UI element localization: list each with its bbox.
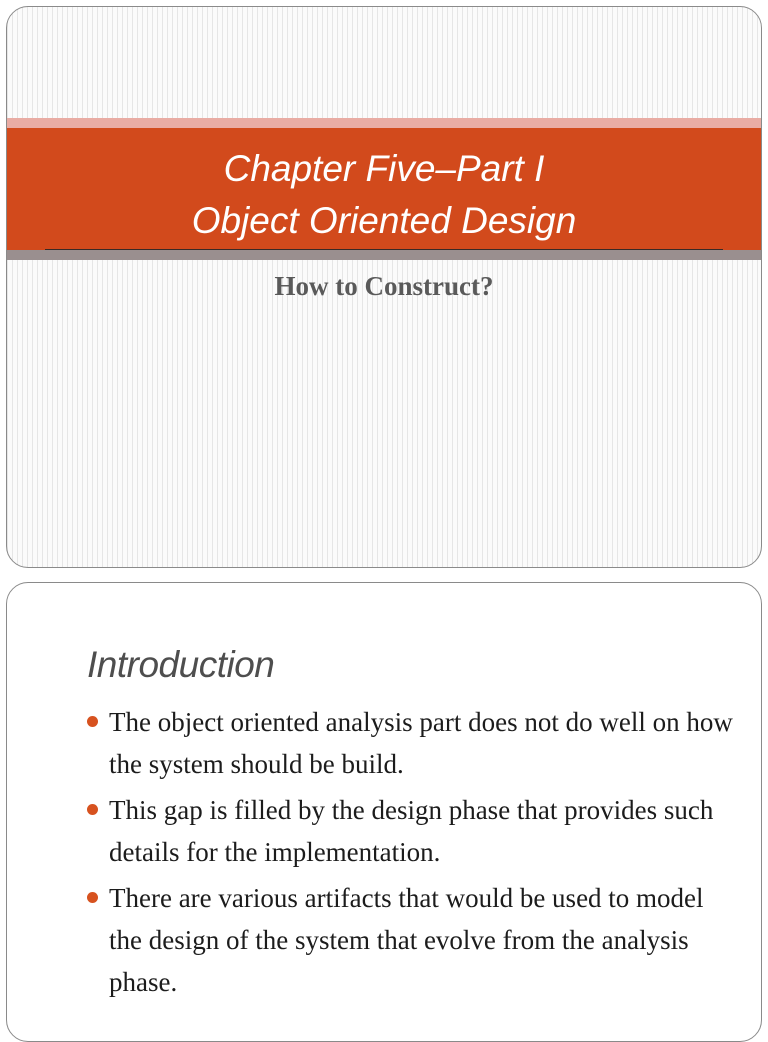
title-band-top-stripe <box>7 118 761 128</box>
title-slide <box>6 6 762 568</box>
slide-title <box>7 143 761 247</box>
slide-subtitle: How to Construct? <box>274 271 494 301</box>
bullet-list <box>87 701 737 1007</box>
list-item <box>87 789 737 873</box>
introduction-slide <box>6 582 762 1042</box>
title-band-bottom-stripe <box>7 250 761 260</box>
slide-title-line-1: Chapter Five–Part I <box>223 148 545 189</box>
bullet-text: There are various artifacts that would be used to model the design of the system that evolve from the analysis phase. <box>109 883 704 997</box>
list-item <box>87 701 737 785</box>
bullet-dot-icon <box>87 804 98 815</box>
bullet-dot-icon <box>87 892 98 903</box>
slide-title-line-2: Object Oriented Design <box>191 200 577 241</box>
list-item <box>87 877 737 1003</box>
slide-heading: Introduction <box>87 644 275 685</box>
bullet-text: This gap is filled by the design phase that provides such details for the implementation. <box>109 795 714 867</box>
bullet-dot-icon <box>87 716 98 727</box>
bullet-text: The object oriented analysis part does not do well on how the system should be build. <box>109 707 733 779</box>
